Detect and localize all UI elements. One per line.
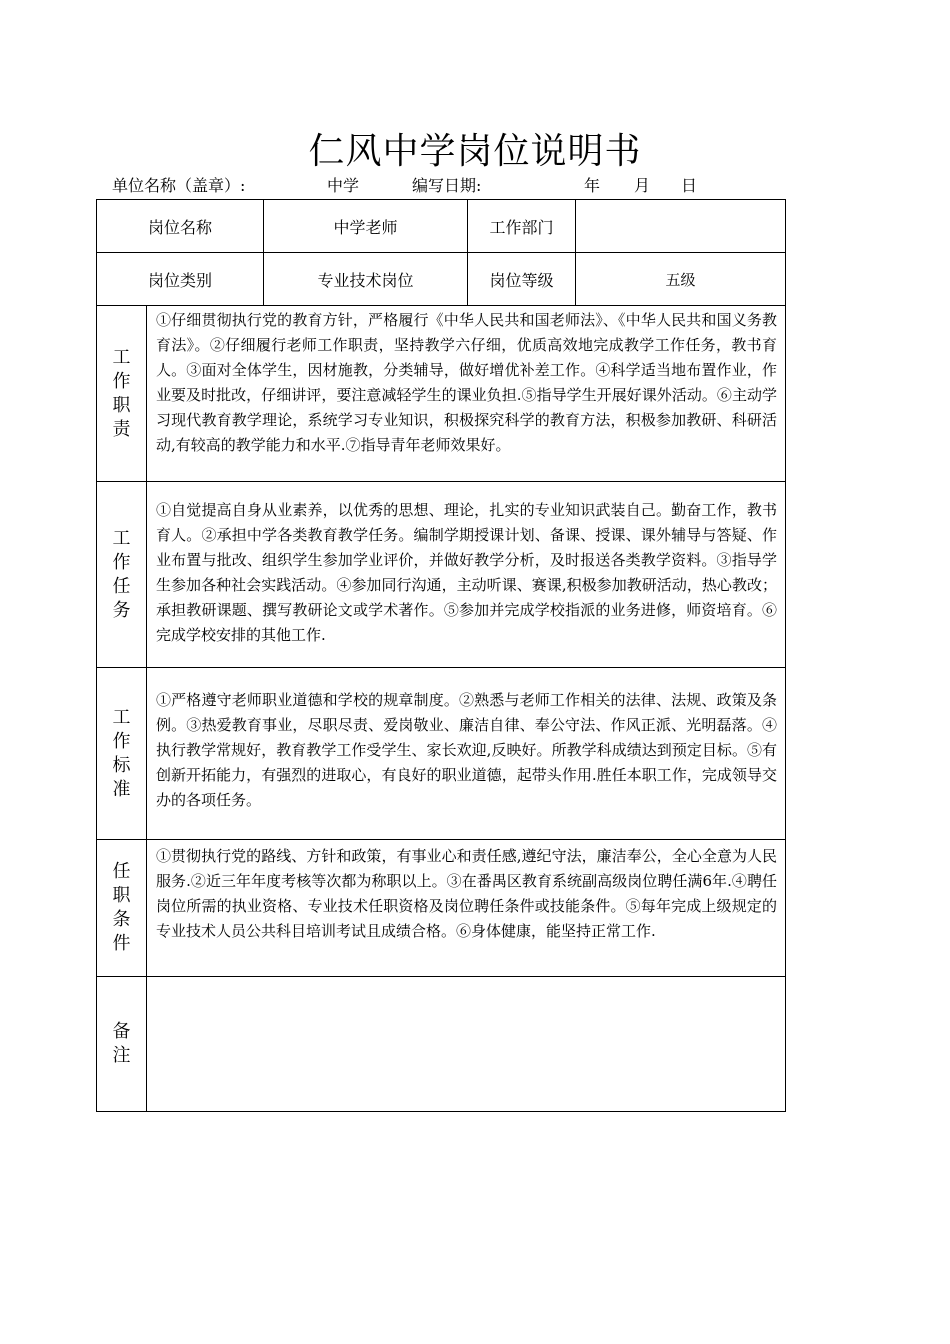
post-grade-value: 五级 — [576, 253, 786, 306]
section-row-remarks — [97, 977, 786, 1112]
post-name-label: 岗位名称 — [97, 200, 264, 253]
post-name-value: 中学老师 — [264, 200, 468, 253]
compile-date-label: 编写日期: — [412, 176, 482, 195]
unit-name-label: 单位名称（盖章）: — [112, 176, 246, 195]
section-row-duties — [97, 306, 786, 482]
section-label-tasks: 工作任务 — [97, 482, 147, 668]
section-text-standards: ①严格遵守老师职业道德和学校的规章制度。②熟悉与老师工作相关的法律、法规、政策及条例。③热爱教育事业，尽职尽责、爱岗敬业、廉洁自律、奉公守法、作风正派、光明磊落。④执行教学常规好，教育教学工作受学生、家长欢迎,反映好。所教学科成绩达到预定目标。⑤有创新开拓能力，有强烈的进取心，有良好的职业道德，起带头作用.胜任本职工作，完成领导交办的各项任务。 — [147, 668, 786, 840]
post-category-label: 岗位类别 — [97, 253, 264, 306]
date-month: 月 — [634, 176, 651, 195]
section-row-standards — [97, 668, 786, 840]
post-grade-label: 岗位等级 — [468, 253, 576, 306]
section-row-requirements — [97, 840, 786, 977]
document-title: 仁风中学岗位说明书 — [308, 131, 642, 172]
dept-value — [576, 200, 786, 253]
date-year: 年 — [584, 176, 601, 195]
post-description-table — [96, 199, 786, 1112]
section-text-remarks — [147, 977, 786, 1112]
date-day: 日 — [681, 176, 698, 195]
unit-name-value: 中学 — [327, 176, 360, 195]
post-category-value: 专业技术岗位 — [264, 253, 468, 306]
section-label-standards: 工作标准 — [97, 668, 147, 840]
dept-label: 工作部门 — [468, 200, 576, 253]
header-row-2 — [97, 253, 786, 306]
section-label-duties: 工作职责 — [97, 306, 147, 482]
section-label-remarks: 备注 — [97, 977, 147, 1112]
header-row-1 — [97, 200, 786, 253]
section-text-tasks: ①自觉提高自身从业素养，以优秀的思想、理论，扎实的专业知识武装自己。勤奋工作，教书育人。②承担中学各类教育教学任务。编制学期授课计划、备课、授课、课外辅导与答疑、作业布置与批改、组织学生参加学业评价，并做好教学分析，及时报送各类教学资料。③指导学生参加各种社会实践活动。④参加同行沟通，主动听课、赛课,积极参加教研活动，热心教改；承担教研课题、撰写教研论文或学术著作。⑤参加并完成学校指派的业务进修，师资培育。⑥完成学校安排的其他工作. — [147, 482, 786, 668]
section-label-requirements: 任职条件 — [97, 840, 147, 977]
section-text-duties: ①仔细贯彻执行党的教育方针，严格履行《中华人民共和国老师法》、《中华人民共和国义务教育法》。②仔细履行老师工作职责，坚持教学六仔细，优质高效地完成教学工作任务，教书育人。③面对全体学生，因材施教，分类辅导，做好增优补差工作。④科学适当地布置作业，作业要及时批改，仔细讲评，要注意减轻学生的课业负担.⑤指导学生开展好课外活动。⑥主动学习现代教育教学理论，系统学习专业知识，积极探究科学的教育方法，积极参加教研、科研活动,有较高的教学能力和水平.⑦指导青年老师效果好。 — [147, 306, 786, 482]
section-row-tasks — [97, 482, 786, 668]
section-text-requirements: ①贯彻执行党的路线、方针和政策，有事业心和责任感,遵纪守法，廉洁奉公，全心全意为人民服务.②近三年年度考核等次都为称职以上。③在番禺区教育系统副高级岗位聘任满6年.④聘任岗位所需的执业资格、专业技术任职资格及岗位聘任条件或技能条件。⑤每年完成上级规定的专业技术人员公共科目培训考试且成绩合格。⑥身体健康，能坚持正常工作. — [147, 840, 786, 977]
